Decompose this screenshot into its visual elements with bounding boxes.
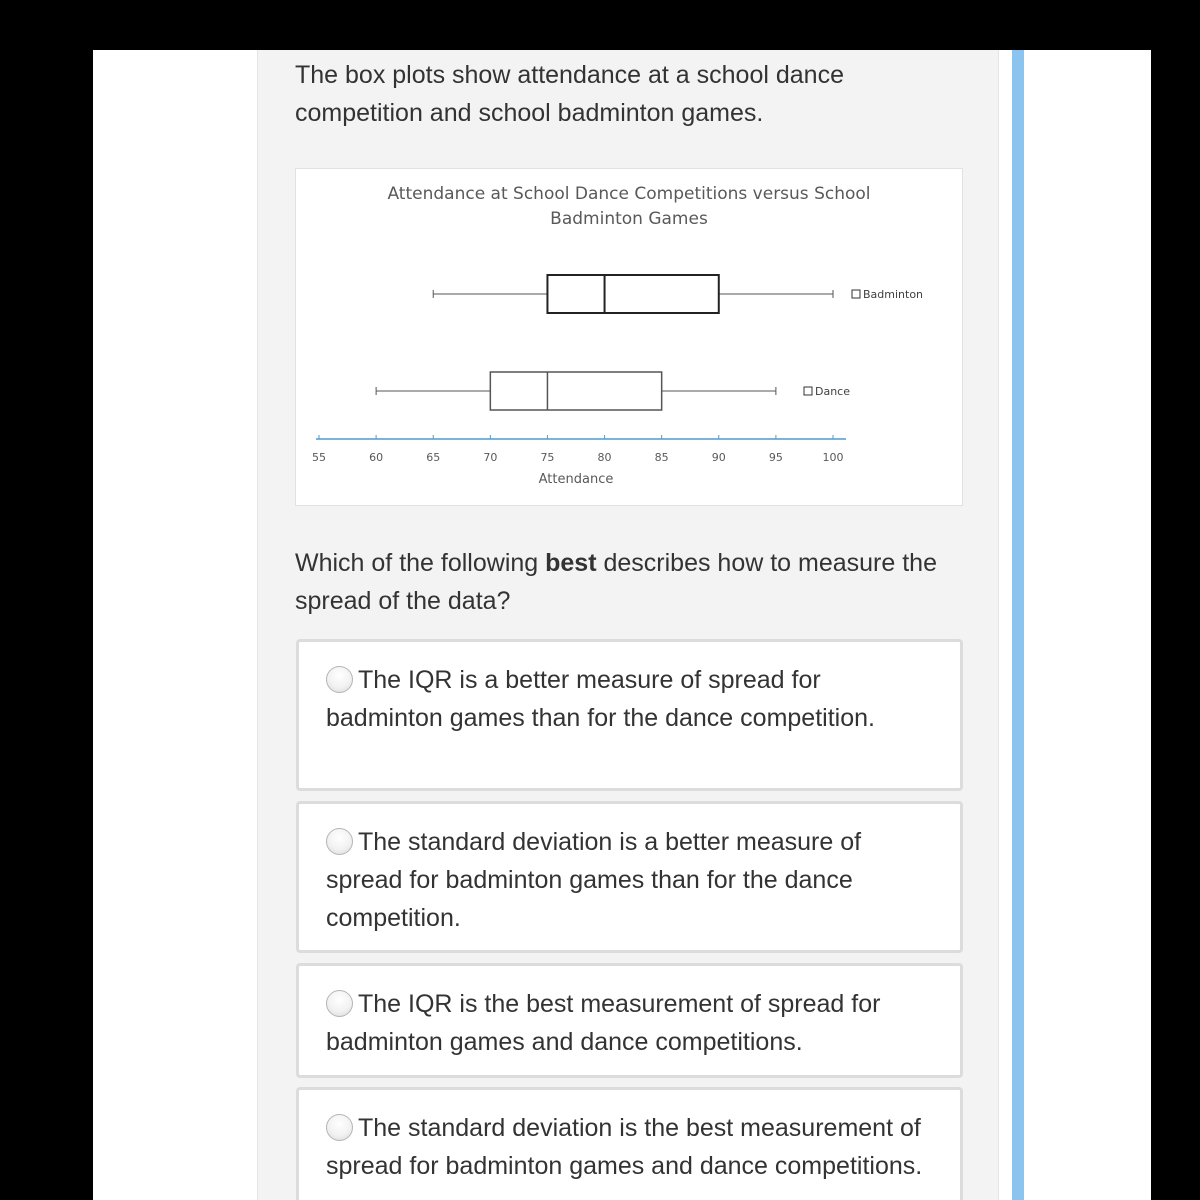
badminton-legend-swatch bbox=[852, 290, 860, 298]
x-tick-label: 95 bbox=[768, 451, 783, 464]
radio-button-a[interactable] bbox=[326, 666, 353, 693]
x-tick-label: 55 bbox=[312, 451, 326, 464]
x-tick-label: 90 bbox=[711, 451, 726, 464]
x-tick-label: 75 bbox=[540, 451, 555, 464]
badminton-legend-label: Badminton bbox=[863, 288, 924, 301]
x-axis-label: Attendance bbox=[538, 472, 614, 487]
answer-choice-b[interactable] bbox=[296, 801, 963, 953]
question-text-before: Which of the following bbox=[295, 549, 546, 577]
answer-choice-b-label: The standard deviation is a better measure of spread for badminton games than for the dance competition. bbox=[326, 828, 862, 932]
x-tick-label: 100 bbox=[822, 451, 844, 464]
x-tick-label: 85 bbox=[654, 451, 669, 464]
answer-choice-c[interactable] bbox=[296, 963, 963, 1078]
chart-svg bbox=[296, 169, 964, 507]
answer-choice-d-label: The standard deviation is the best measurement of spread for badminton games and dance competitions. bbox=[326, 1114, 923, 1180]
radio-button-d[interactable] bbox=[326, 1114, 353, 1141]
question-panel bbox=[257, 50, 999, 1200]
chart-title-line: Attendance at School Dance Competitions versus School bbox=[387, 184, 871, 204]
x-tick-label: 65 bbox=[426, 451, 441, 464]
intro-text: The box plots show attendance at a school dance competition and school badminton games. bbox=[295, 61, 844, 127]
chart-title-line: Badminton Games bbox=[550, 209, 708, 229]
radio-button-b[interactable] bbox=[326, 828, 353, 855]
dance-box bbox=[490, 372, 661, 410]
answer-choice-d[interactable] bbox=[296, 1087, 963, 1200]
badminton-box bbox=[547, 275, 718, 313]
question-text-bold: best bbox=[545, 549, 597, 577]
screen bbox=[93, 50, 1151, 1200]
answer-choice-c-label: The IQR is the best measurement of spread for badminton games and dance competitions. bbox=[326, 990, 881, 1056]
x-tick-label: 60 bbox=[369, 451, 384, 464]
x-tick-label: 80 bbox=[597, 451, 612, 464]
dance-legend-swatch bbox=[804, 387, 812, 395]
radio-button-c[interactable] bbox=[326, 990, 353, 1017]
scrollbar[interactable] bbox=[1012, 50, 1024, 1200]
question-text bbox=[295, 544, 955, 620]
question-text-after: describes how to measure the spread of the data? bbox=[295, 549, 937, 615]
box-plot-chart bbox=[295, 168, 963, 506]
answer-choice-a-label: The IQR is a better measure of spread for badminton games than for the dance competition. bbox=[326, 666, 875, 732]
answer-choice-a[interactable] bbox=[296, 639, 963, 791]
x-tick-label: 70 bbox=[483, 451, 498, 464]
dance-legend-label: Dance bbox=[815, 385, 850, 398]
